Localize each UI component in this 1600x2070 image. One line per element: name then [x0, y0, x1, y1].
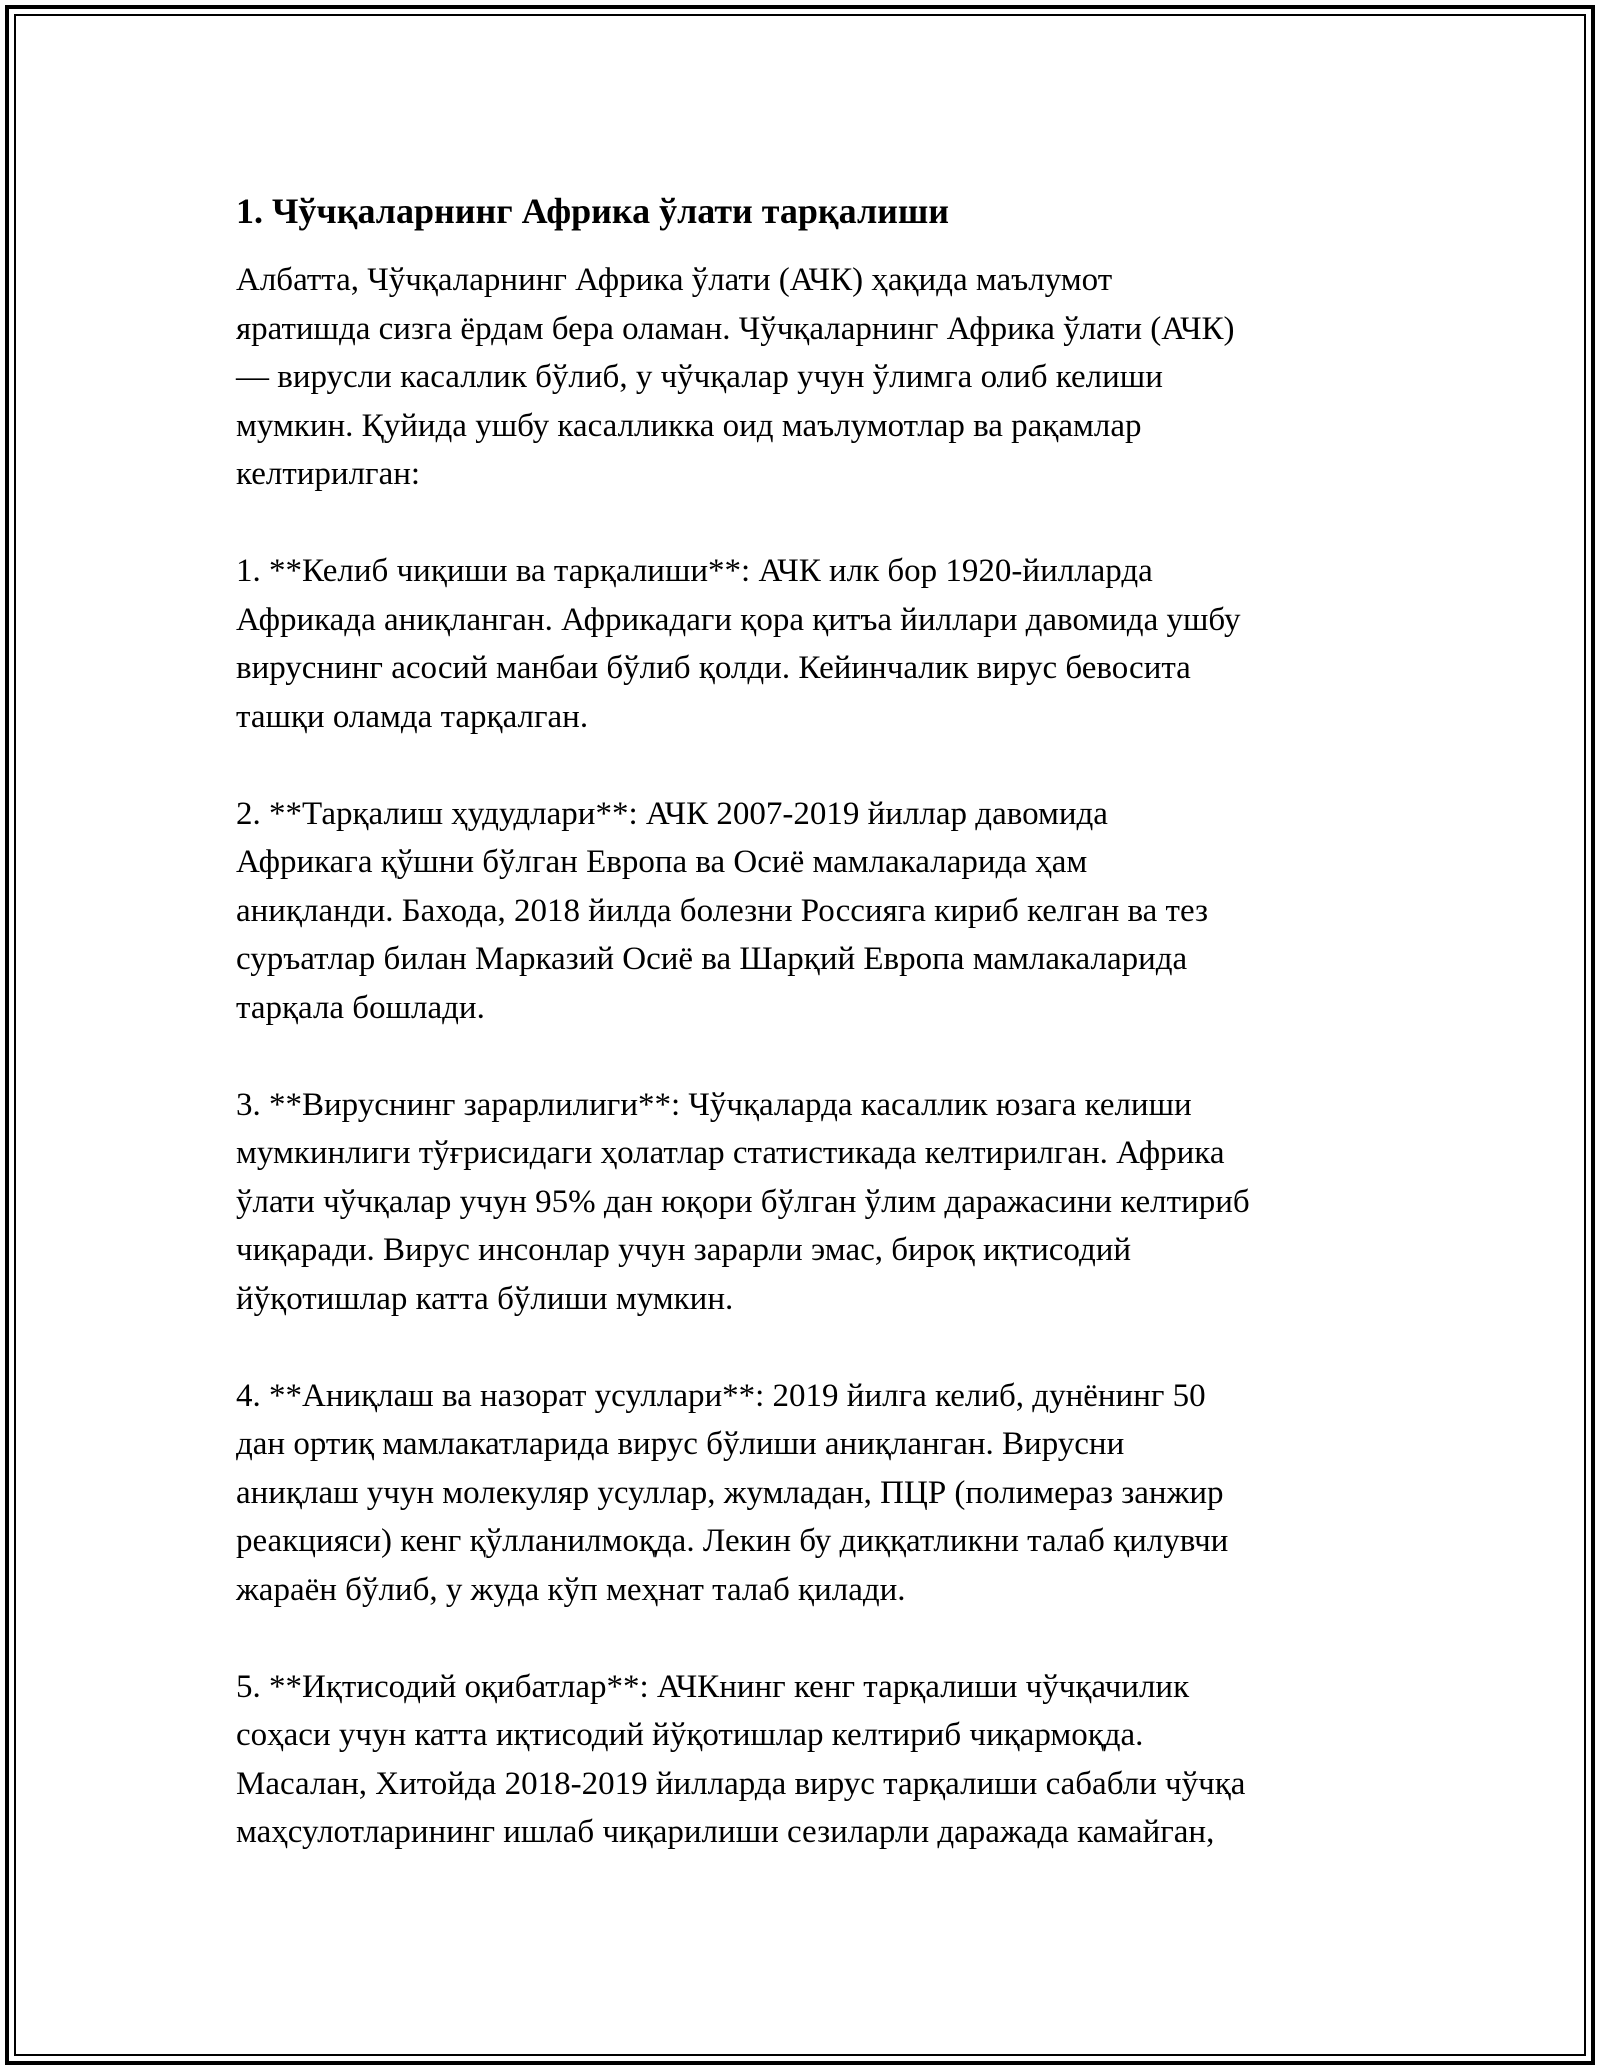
paragraph-line: маҳсулотларининг ишлаб чиқарилиши сезиларли даражада камайган,	[236, 1814, 1215, 1850]
document-heading: 1. Чўчқаларнинг Африка ўлати тарқалиши	[236, 191, 950, 231]
paragraph	[236, 547, 1386, 741]
paragraph-line: Албатта, Чўчқаларнинг Африка ўлати (АЧК) ҳақида маълумот	[236, 262, 1113, 298]
paragraph-line: 3. **Вируснинг зарарлилиги**: Чўчқаларда касаллик юзага келиши	[236, 1086, 1192, 1123]
paragraph-line: вируснинг асосий манбаи бўлиб қолди. Кейинчалик вирус бевосита	[236, 650, 1191, 686]
paragraph-gap	[236, 741, 1386, 790]
document-body	[236, 186, 1386, 1857]
paragraph-gap	[236, 1032, 1386, 1081]
paragraph-line: мумкин. Қуйида ушбу касалликка оид маълумотлар ва рақамлар	[236, 407, 1142, 444]
paragraph-gap	[236, 499, 1386, 548]
paragraph	[236, 1081, 1386, 1324]
paragraph-line: келтирилган:	[236, 456, 421, 492]
paragraph-line: яратишда сизга ёрдам бера оламан. Чўчқаларнинг Африка ўлати (АЧК)	[236, 310, 1235, 347]
paragraph-line: тарқала бошлади.	[236, 989, 485, 1026]
paragraph-gap	[236, 1614, 1386, 1663]
paragraph-line: суръатлар билан Марказий Осиё ва Шарқий Европа мамлакаларида	[236, 941, 1188, 977]
paragraph-line: — вирусли касаллик бўлиб, у чўчқалар учун ўлимга олиб келиши	[236, 359, 1163, 395]
paragraph-line: йўқотишлар катта бўлиши мумкин.	[236, 1280, 734, 1317]
paragraph-gap	[236, 1323, 1386, 1372]
paragraph-line: жараён бўлиб, у жуда кўп меҳнат талаб қилади.	[236, 1571, 906, 1608]
paragraph-list	[236, 256, 1386, 1857]
paragraph-line: дан ортиқ мамлакатларида вирус бўлиши аниқланган. Вирусни	[236, 1426, 1125, 1462]
paragraph	[236, 1663, 1386, 1857]
paragraph-line: реакцияси) кенг қўлланилмоқда. Лекин бу диққатликни талаб қилувчи	[236, 1523, 1229, 1559]
paragraph-line: 4. **Аниқлаш ва назорат усуллари**: 2019 йилга келиб, дунёнинг 50	[236, 1377, 1206, 1414]
paragraph-line: Африкага қўшни бўлган Европа ва Осиё мамлакаларида ҳам	[236, 844, 1088, 880]
paragraph	[236, 256, 1386, 499]
paragraph-line: 2. **Тарқалиш ҳудудлари**: АЧК 2007-2019 йиллар давомида	[236, 795, 1108, 832]
paragraph-line: мумкинлиги тўғрисидаги ҳолатлар статистикада келтирилган. Африка	[236, 1135, 1225, 1171]
paragraph-line: аниқлаш учун молекуляр усуллар, жумладан, ПЦР (полимераз занжир	[236, 1474, 1224, 1511]
paragraph-line: ўлати чўчқалар учун 95% дан юқори бўлган ўлим даражасини келтириб	[236, 1183, 1250, 1220]
paragraph-line: чиқаради. Вирус инсонлар учун зарарли эмас, бироқ иқтисодий	[236, 1232, 1132, 1268]
paragraph-line: Масалан, Хитойда 2018-2019 йилларда вирус тарқалиши сабабли чўчқа	[236, 1765, 1246, 1802]
paragraph-line: 1. **Келиб чиқиши ва тарқалиши**: АЧК илк бор 1920-йилларда	[236, 553, 1153, 589]
paragraph-line: 5. **Иқтисодий оқибатлар**: АЧКнинг кенг тарқалиши чўчқачилик	[236, 1668, 1190, 1705]
paragraph	[236, 1372, 1386, 1615]
paragraph	[236, 790, 1386, 1033]
paragraph-line: ташқи оламда тарқалган.	[236, 698, 589, 735]
paragraph-line: соҳаси учун катта иқтисодий йўқотишлар келтириб чиқармоқда.	[236, 1717, 1144, 1753]
paragraph-line: аниқланди. Бахода, 2018 йилда болезни Россияга кириб келган ва тез	[236, 892, 1209, 929]
paragraph-line: Африкада аниқланган. Африкадаги қора қитъа йиллари давомида ушбу	[236, 601, 1241, 638]
